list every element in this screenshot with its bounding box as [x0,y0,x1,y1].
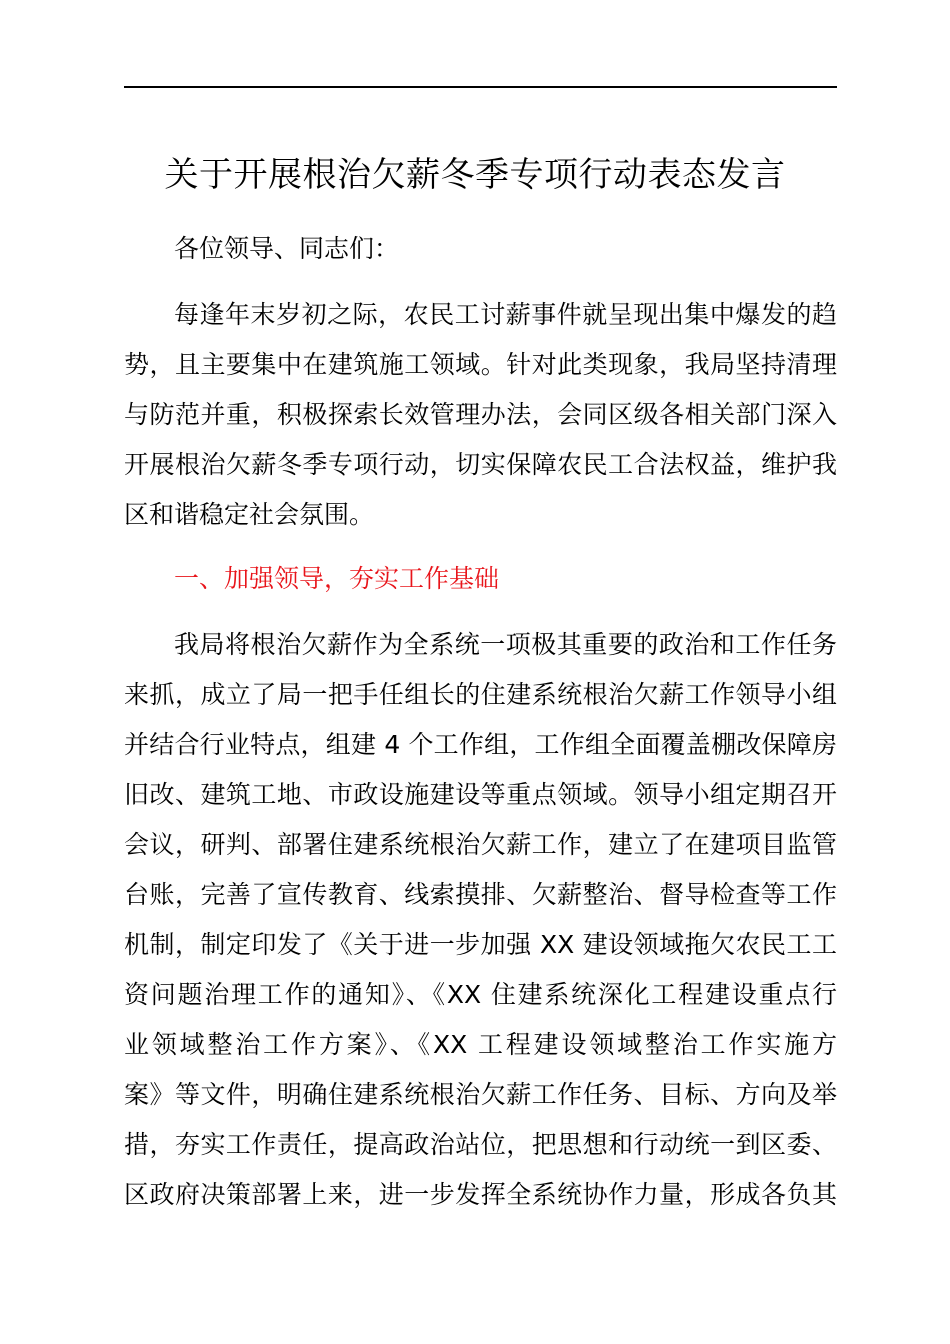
paragraph-line: 措，夯实工作责任，提高政治站位，把思想和行动统一到区委、 [124,1130,837,1159]
paragraph-line: 区和谐稳定社会氛围。 [124,500,375,529]
paragraph-line: 案》等文件，明确住建系统根治欠薪工作任务、目标、方向及举 [124,1080,837,1109]
paragraph-line: 我局将根治欠薪作为全系统一项极其重要的政治和工作任务 [174,630,837,659]
paragraph-line: 势，且主要集中在建筑施工领域。针对此类现象，我局坚持清理 [124,350,837,379]
section-heading-1: 一、加强领导，夯实工作基础 [174,564,500,593]
paragraph-2 [124,620,837,1220]
paragraph-line: 与防范并重，积极探索长效管理办法，会同区级各相关部门深入 [124,400,837,429]
paragraph-line: 资问题治理工作的通知》、《XX 住建系统深化工程建设重点行 [124,980,837,1009]
paragraph-line: 机制，制定印发了《关于进一步加强 XX 建设领域拖欠农民工工 [124,930,837,959]
salutation: 各位领导、同志们： [174,234,400,263]
paragraph-line: 旧改、建筑工地、市政设施建设等重点领域。领导小组定期召开 [124,780,837,809]
paragraph-line: 来抓，成立了局一把手任组长的住建系统根治欠薪工作领导小组 [124,680,837,709]
paragraph-line: 台账，完善了宣传教育、线索摸排、欠薪整治、督导检查等工作 [124,880,837,909]
paragraph-line: 开展根治欠薪冬季专项行动，切实保障农民工合法权益，维护我 [124,450,837,479]
paragraph-line: 区政府决策部署上来，进一步发挥全系统协作力量，形成各负其 [124,1180,837,1209]
paragraph-line: 业领域整治工作方案》、《XX 工程建设领域整治工作实施方 [124,1030,837,1059]
document-title: 关于开展根治欠薪冬季专项行动表态发言 [164,155,786,195]
paragraph-1 [124,290,837,540]
header-rule [124,86,837,88]
paragraph-line: 会议，研判、部署住建系统根治欠薪工作，建立了在建项目监管 [124,830,837,859]
paragraph-line: 每逢年末岁初之际，农民工讨薪事件就呈现出集中爆发的趋 [174,300,837,329]
paragraph-line: 并结合行业特点，组建 4 个工作组，工作组全面覆盖棚改保障房 [124,730,837,759]
